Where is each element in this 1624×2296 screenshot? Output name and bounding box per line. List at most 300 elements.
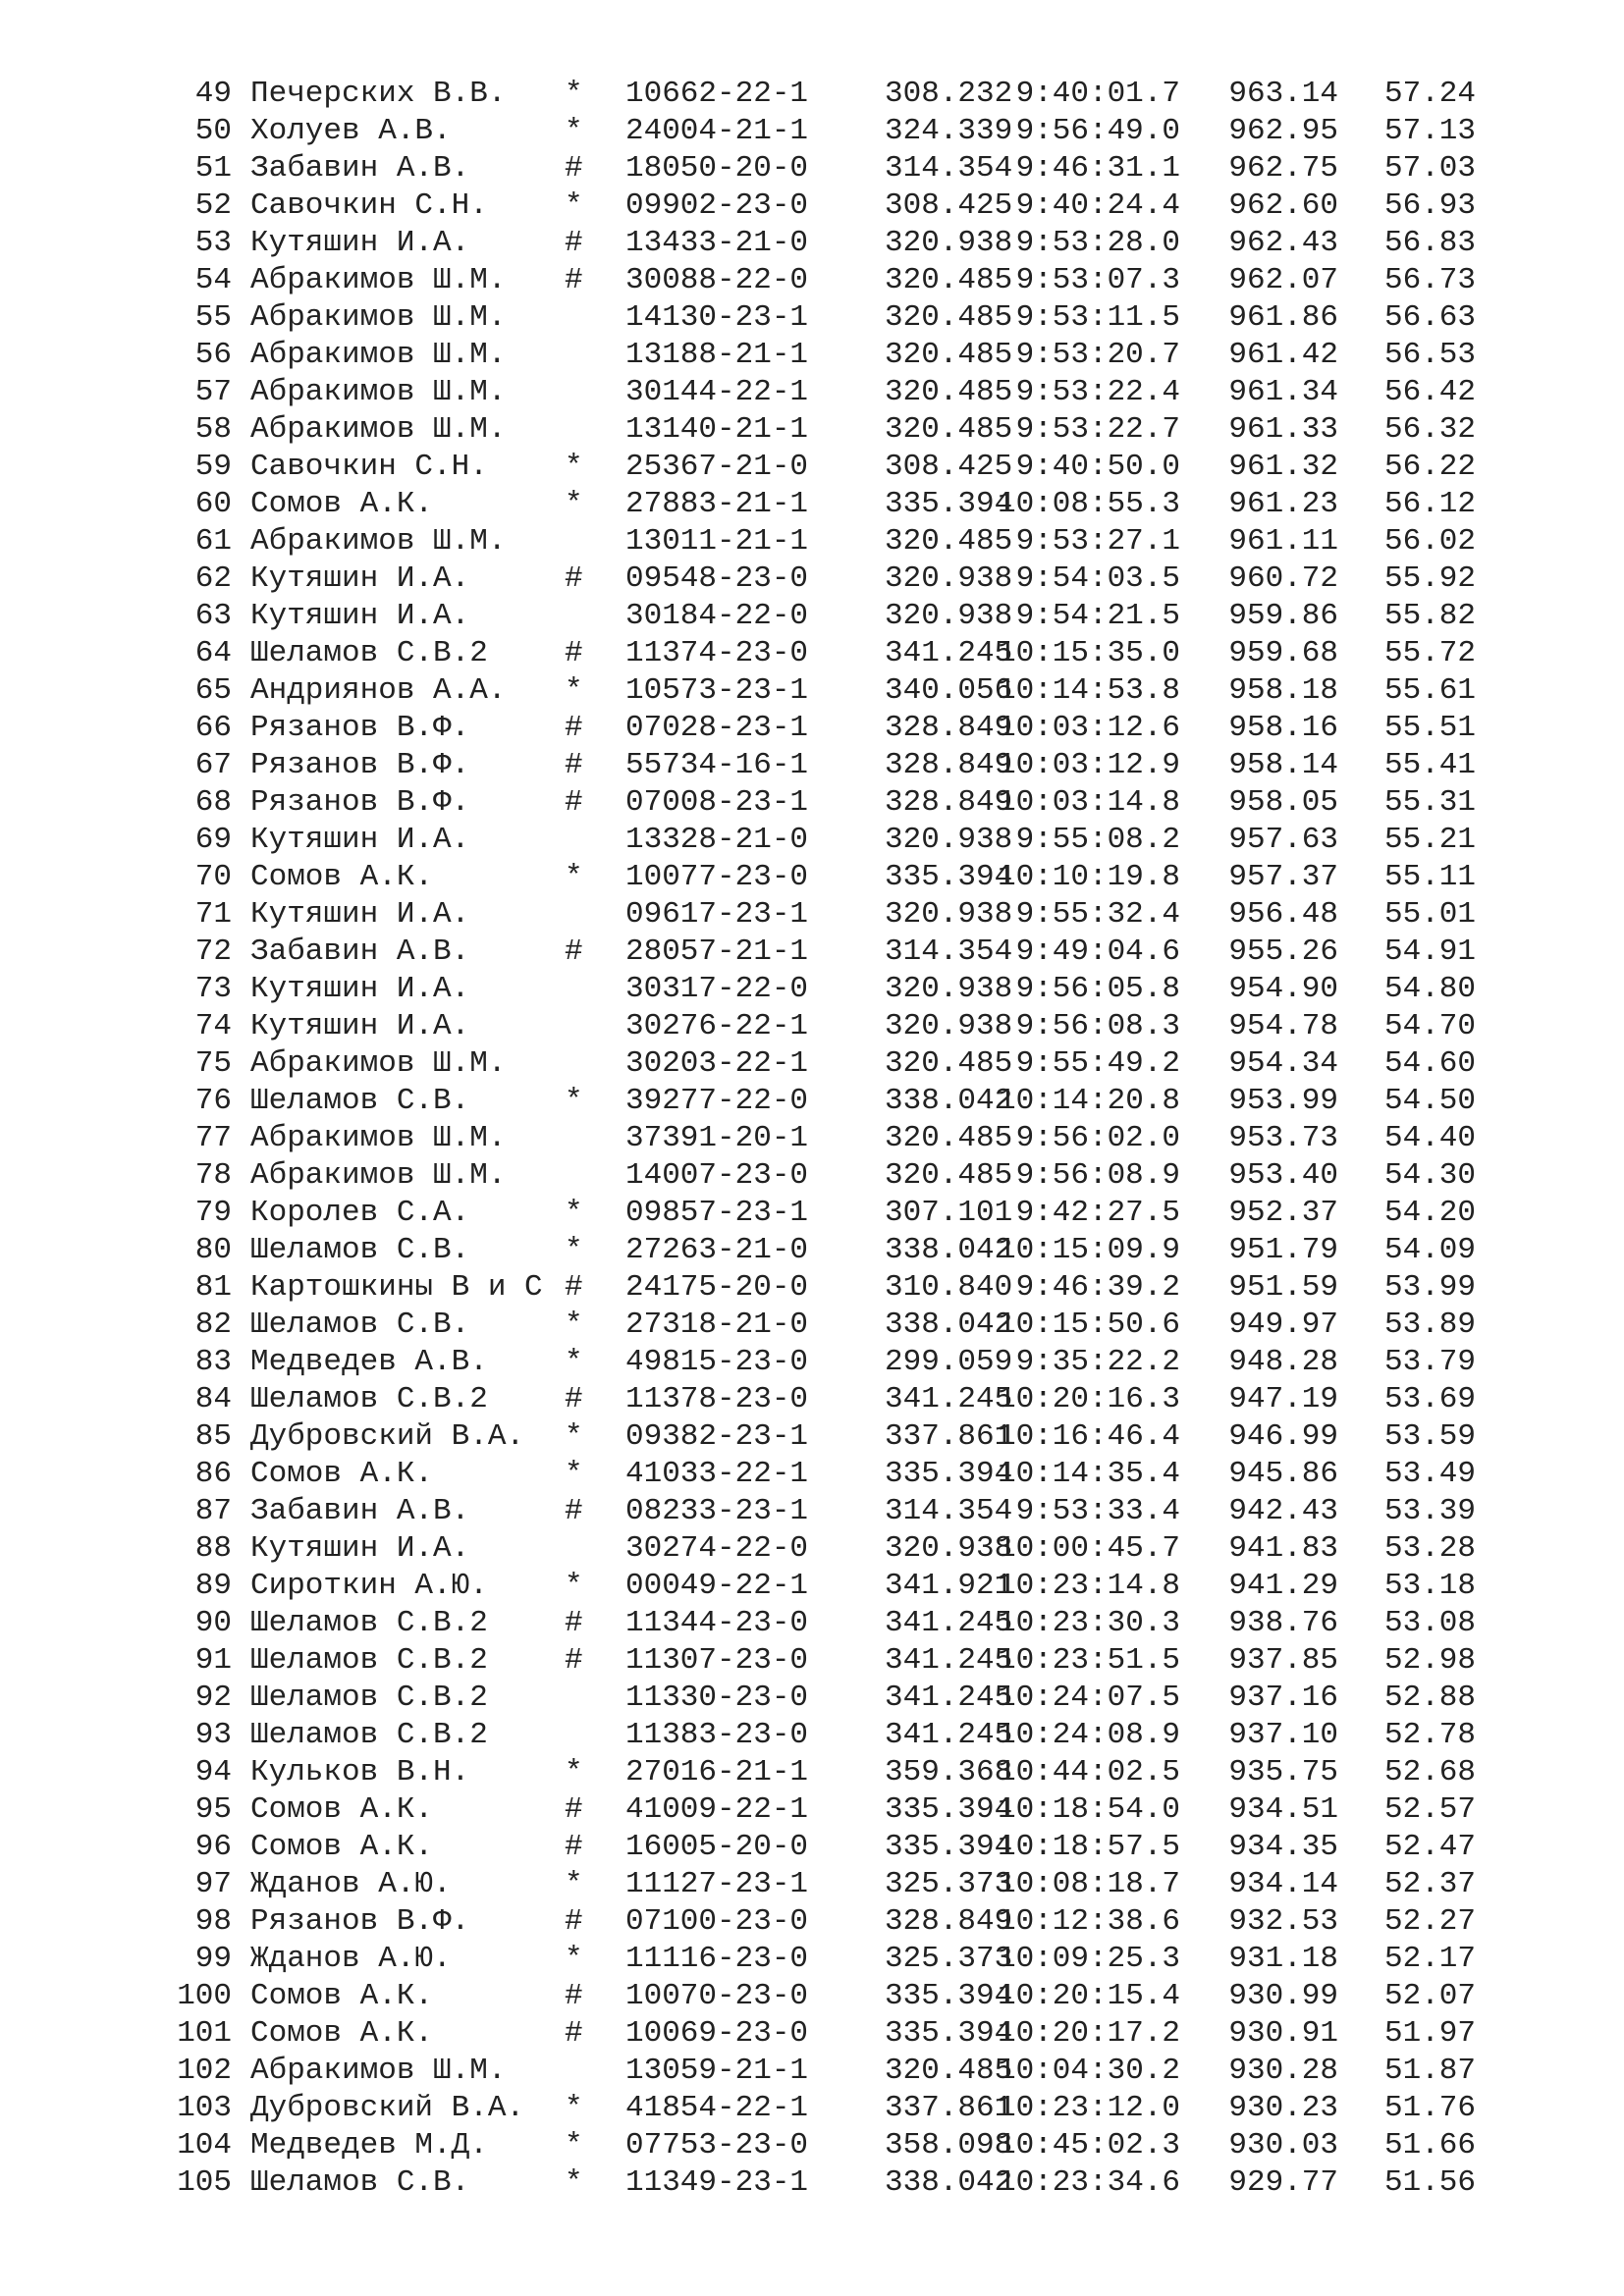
row-score: 53.99 xyxy=(1383,1270,1476,1305)
row-arrival-time: 10:08:18.7 xyxy=(997,1867,1180,1901)
row-ring-number: 30203-22-1 xyxy=(625,1046,809,1081)
row-name: Рязанов В.Ф. xyxy=(250,711,470,745)
row-ring-number: 30144-22-1 xyxy=(625,375,809,409)
row-speed: 956.48 xyxy=(1228,897,1338,932)
row-score: 52.37 xyxy=(1383,1867,1476,1901)
row-arrival-time: 9:54:03.5 xyxy=(1015,561,1180,596)
row-speed: 946.99 xyxy=(1228,1419,1338,1454)
row-ring-number: 24175-20-0 xyxy=(625,1270,809,1305)
result-row xyxy=(173,561,1476,598)
row-name: Шеламов С.В.2 xyxy=(250,1606,488,1640)
row-score: 54.20 xyxy=(1383,1196,1476,1230)
row-distance: 335.394 xyxy=(885,1792,1013,1827)
row-score: 53.69 xyxy=(1383,1382,1476,1416)
row-speed: 962.95 xyxy=(1228,114,1338,148)
row-ring-number: 07753-23-0 xyxy=(625,2128,809,2163)
row-arrival-time: 9:53:28.0 xyxy=(1015,226,1180,260)
row-place: 57 xyxy=(194,375,232,409)
row-place: 51 xyxy=(194,151,232,186)
row-name: Печерских В.В. xyxy=(250,77,507,111)
row-name: Кутяшин И.А. xyxy=(250,1009,470,1043)
row-score: 52.17 xyxy=(1383,1942,1476,1976)
result-row xyxy=(173,337,1476,374)
row-mark: * xyxy=(565,1942,583,1976)
row-arrival-time: 9:56:05.8 xyxy=(1015,972,1180,1006)
row-distance: 308.425 xyxy=(885,450,1013,484)
row-mark: * xyxy=(565,1867,583,1901)
row-distance: 307.101 xyxy=(885,1196,1013,1230)
row-ring-number: 30274-22-0 xyxy=(625,1531,809,1566)
row-score: 52.68 xyxy=(1383,1755,1476,1789)
row-place: 86 xyxy=(194,1457,232,1491)
row-distance: 314.354 xyxy=(885,1494,1013,1528)
row-speed: 949.97 xyxy=(1228,1308,1338,1342)
row-place: 54 xyxy=(194,263,232,297)
row-distance: 341.245 xyxy=(885,636,1013,670)
row-arrival-time: 10:23:12.0 xyxy=(997,2091,1180,2125)
row-score: 53.49 xyxy=(1383,1457,1476,1491)
row-name: Кутяшин И.А. xyxy=(250,823,470,857)
row-mark: * xyxy=(565,2091,583,2125)
row-name: Забавин А.В. xyxy=(250,934,470,969)
row-score: 52.47 xyxy=(1383,1830,1476,1864)
row-place: 93 xyxy=(194,1718,232,1752)
row-place: 102 xyxy=(177,2054,232,2088)
row-mark: * xyxy=(565,114,583,148)
row-score: 55.92 xyxy=(1383,561,1476,596)
row-arrival-time: 9:55:08.2 xyxy=(1015,823,1180,857)
row-mark: * xyxy=(565,487,583,521)
result-row xyxy=(173,1045,1476,1083)
row-name: Королев С.А. xyxy=(250,1196,470,1230)
row-distance: 358.098 xyxy=(885,2128,1013,2163)
row-score: 55.31 xyxy=(1383,785,1476,820)
row-place: 58 xyxy=(194,412,232,447)
row-place: 94 xyxy=(194,1755,232,1789)
row-ring-number: 11374-23-0 xyxy=(625,636,809,670)
row-ring-number: 07028-23-1 xyxy=(625,711,809,745)
row-ring-number: 30317-22-0 xyxy=(625,972,809,1006)
result-row xyxy=(173,1530,1476,1568)
row-place: 63 xyxy=(194,599,232,633)
row-distance: 337.861 xyxy=(885,2091,1013,2125)
result-row xyxy=(173,1344,1476,1381)
row-score: 54.09 xyxy=(1383,1233,1476,1267)
row-mark: # xyxy=(565,1270,583,1305)
row-score: 52.88 xyxy=(1383,1681,1476,1715)
row-name: Дубровский В.А. xyxy=(250,1419,525,1454)
result-row xyxy=(173,598,1476,635)
row-mark: # xyxy=(565,561,583,596)
row-speed: 959.86 xyxy=(1228,599,1338,633)
row-name: Шеламов С.В.2 xyxy=(250,1382,488,1416)
row-mark: * xyxy=(565,77,583,111)
row-score: 52.78 xyxy=(1383,1718,1476,1752)
row-ring-number: 13059-21-1 xyxy=(625,2054,809,2088)
row-score: 51.66 xyxy=(1383,2128,1476,2163)
row-arrival-time: 10:15:09.9 xyxy=(997,1233,1180,1267)
row-score: 51.87 xyxy=(1383,2054,1476,2088)
row-mark: # xyxy=(565,636,583,670)
result-row xyxy=(173,1866,1476,1903)
row-mark: * xyxy=(565,1308,583,1342)
row-arrival-time: 10:18:57.5 xyxy=(997,1830,1180,1864)
row-speed: 962.60 xyxy=(1228,188,1338,223)
row-place: 62 xyxy=(194,561,232,596)
row-score: 54.30 xyxy=(1383,1158,1476,1193)
row-ring-number: 11307-23-0 xyxy=(625,1643,809,1678)
result-row xyxy=(173,187,1476,225)
row-ring-number: 18050-20-0 xyxy=(625,151,809,186)
row-score: 56.02 xyxy=(1383,524,1476,559)
result-row xyxy=(173,635,1476,672)
row-score: 56.22 xyxy=(1383,450,1476,484)
row-mark: # xyxy=(565,748,583,782)
row-distance: 359.368 xyxy=(885,1755,1013,1789)
row-distance: 340.056 xyxy=(885,673,1013,708)
row-arrival-time: 9:56:02.0 xyxy=(1015,1121,1180,1155)
row-ring-number: 07008-23-1 xyxy=(625,785,809,820)
result-row xyxy=(173,896,1476,934)
row-ring-number: 09857-23-1 xyxy=(625,1196,809,1230)
row-mark: # xyxy=(565,151,583,186)
row-distance: 338.042 xyxy=(885,1084,1013,1118)
row-name: Шеламов С.В.2 xyxy=(250,1718,488,1752)
row-mark: # xyxy=(565,263,583,297)
row-place: 68 xyxy=(194,785,232,820)
row-distance: 324.339 xyxy=(885,114,1013,148)
row-distance: 335.394 xyxy=(885,1830,1013,1864)
row-distance: 328.849 xyxy=(885,711,1013,745)
row-speed: 954.34 xyxy=(1228,1046,1338,1081)
row-speed: 953.99 xyxy=(1228,1084,1338,1118)
row-arrival-time: 9:53:07.3 xyxy=(1015,263,1180,297)
row-speed: 941.83 xyxy=(1228,1531,1338,1566)
row-arrival-time: 10:03:12.6 xyxy=(997,711,1180,745)
row-place: 96 xyxy=(194,1830,232,1864)
row-speed: 958.05 xyxy=(1228,785,1338,820)
row-ring-number: 39277-22-0 xyxy=(625,1084,809,1118)
row-ring-number: 00049-22-1 xyxy=(625,1569,809,1603)
row-name: Сомов А.К. xyxy=(250,1792,434,1827)
row-speed: 962.43 xyxy=(1228,226,1338,260)
result-row xyxy=(173,1008,1476,1045)
row-score: 57.24 xyxy=(1383,77,1476,111)
row-place: 66 xyxy=(194,711,232,745)
row-distance: 308.232 xyxy=(885,77,1013,111)
row-arrival-time: 10:24:08.9 xyxy=(997,1718,1180,1752)
row-arrival-time: 10:23:30.3 xyxy=(997,1606,1180,1640)
row-score: 54.80 xyxy=(1383,972,1476,1006)
row-arrival-time: 10:18:54.0 xyxy=(997,1792,1180,1827)
row-speed: 930.03 xyxy=(1228,2128,1338,2163)
row-distance: 320.938 xyxy=(885,1531,1013,1566)
row-distance: 328.849 xyxy=(885,1904,1013,1939)
row-speed: 961.32 xyxy=(1228,450,1338,484)
row-place: 64 xyxy=(194,636,232,670)
row-name: Медведев М.Д. xyxy=(250,2128,488,2163)
row-speed: 954.78 xyxy=(1228,1009,1338,1043)
row-score: 56.32 xyxy=(1383,412,1476,447)
row-place: 87 xyxy=(194,1494,232,1528)
row-arrival-time: 9:56:08.3 xyxy=(1015,1009,1180,1043)
row-distance: 341.245 xyxy=(885,1382,1013,1416)
row-distance: 320.485 xyxy=(885,1046,1013,1081)
row-name: Шеламов С.В.2 xyxy=(250,1681,488,1715)
row-arrival-time: 9:53:11.5 xyxy=(1015,300,1180,335)
result-row xyxy=(173,150,1476,187)
row-ring-number: 27883-21-1 xyxy=(625,487,809,521)
row-place: 50 xyxy=(194,114,232,148)
row-name: Абракимов Ш.М. xyxy=(250,1121,507,1155)
row-speed: 962.75 xyxy=(1228,151,1338,186)
row-name: Савочкин С.Н. xyxy=(250,450,488,484)
row-name: Сомов А.К. xyxy=(250,1457,434,1491)
row-speed: 931.18 xyxy=(1228,1942,1338,1976)
row-distance: 335.394 xyxy=(885,1457,1013,1491)
result-row xyxy=(173,1605,1476,1642)
row-ring-number: 10069-23-0 xyxy=(625,2016,809,2051)
row-mark: * xyxy=(565,1233,583,1267)
row-score: 54.60 xyxy=(1383,1046,1476,1081)
row-score: 55.72 xyxy=(1383,636,1476,670)
result-row xyxy=(173,1754,1476,1791)
row-place: 59 xyxy=(194,450,232,484)
row-place: 92 xyxy=(194,1681,232,1715)
row-ring-number: 11349-23-1 xyxy=(625,2165,809,2200)
row-arrival-time: 9:55:32.4 xyxy=(1015,897,1180,932)
row-name: Забавин А.В. xyxy=(250,151,470,186)
row-arrival-time: 10:14:35.4 xyxy=(997,1457,1180,1491)
row-ring-number: 09617-23-1 xyxy=(625,897,809,932)
row-speed: 937.16 xyxy=(1228,1681,1338,1715)
row-speed: 955.26 xyxy=(1228,934,1338,969)
row-speed: 953.40 xyxy=(1228,1158,1338,1193)
row-score: 54.50 xyxy=(1383,1084,1476,1118)
row-mark: * xyxy=(565,1196,583,1230)
row-ring-number: 11344-23-0 xyxy=(625,1606,809,1640)
row-speed: 960.72 xyxy=(1228,561,1338,596)
result-row xyxy=(173,1829,1476,1866)
row-score: 55.01 xyxy=(1383,897,1476,932)
row-distance: 320.485 xyxy=(885,1121,1013,1155)
row-distance: 341.921 xyxy=(885,1569,1013,1603)
row-arrival-time: 9:53:22.7 xyxy=(1015,412,1180,447)
row-speed: 954.90 xyxy=(1228,972,1338,1006)
result-row xyxy=(173,1791,1476,1829)
row-arrival-time: 10:15:35.0 xyxy=(997,636,1180,670)
result-row xyxy=(173,1307,1476,1344)
row-ring-number: 11116-23-0 xyxy=(625,1942,809,1976)
row-distance: 320.938 xyxy=(885,1009,1013,1043)
row-speed: 935.75 xyxy=(1228,1755,1338,1789)
row-score: 56.12 xyxy=(1383,487,1476,521)
row-name: Холуев А.В. xyxy=(250,114,452,148)
row-distance: 314.354 xyxy=(885,934,1013,969)
row-name: Забавин А.В. xyxy=(250,1494,470,1528)
row-name: Жданов А.Ю. xyxy=(250,1942,452,1976)
row-name: Кутяшин И.А. xyxy=(250,897,470,932)
row-arrival-time: 9:53:27.1 xyxy=(1015,524,1180,559)
row-arrival-time: 10:20:16.3 xyxy=(997,1382,1180,1416)
row-score: 54.70 xyxy=(1383,1009,1476,1043)
row-score: 57.03 xyxy=(1383,151,1476,186)
row-score: 56.42 xyxy=(1383,375,1476,409)
row-distance: 341.245 xyxy=(885,1718,1013,1752)
row-ring-number: 24004-21-1 xyxy=(625,114,809,148)
result-row xyxy=(173,784,1476,822)
row-score: 54.91 xyxy=(1383,934,1476,969)
row-arrival-time: 10:45:02.3 xyxy=(997,2128,1180,2163)
row-distance: 320.938 xyxy=(885,897,1013,932)
row-arrival-time: 9:40:50.0 xyxy=(1015,450,1180,484)
result-row xyxy=(173,1493,1476,1530)
row-score: 55.82 xyxy=(1383,599,1476,633)
row-arrival-time: 10:10:19.8 xyxy=(997,860,1180,894)
row-name: Жданов А.Ю. xyxy=(250,1867,452,1901)
row-ring-number: 55734-16-1 xyxy=(625,748,809,782)
row-ring-number: 30088-22-0 xyxy=(625,263,809,297)
row-score: 52.07 xyxy=(1383,1979,1476,2013)
row-place: 89 xyxy=(194,1569,232,1603)
row-place: 49 xyxy=(194,77,232,111)
row-distance: 310.840 xyxy=(885,1270,1013,1305)
row-place: 97 xyxy=(194,1867,232,1901)
row-arrival-time: 10:23:14.8 xyxy=(997,1569,1180,1603)
row-distance: 320.938 xyxy=(885,226,1013,260)
row-distance: 320.485 xyxy=(885,300,1013,335)
row-ring-number: 10070-23-0 xyxy=(625,1979,809,2013)
row-speed: 929.77 xyxy=(1228,2165,1338,2200)
row-place: 99 xyxy=(194,1942,232,1976)
row-distance: 320.485 xyxy=(885,2054,1013,2088)
row-name: Рязанов В.Ф. xyxy=(250,785,470,820)
row-speed: 938.76 xyxy=(1228,1606,1338,1640)
row-distance: 338.042 xyxy=(885,2165,1013,2200)
row-mark: # xyxy=(565,1606,583,1640)
row-mark: * xyxy=(565,2128,583,2163)
row-speed: 959.68 xyxy=(1228,636,1338,670)
row-name: Кутяшин И.А. xyxy=(250,561,470,596)
row-distance: 320.485 xyxy=(885,338,1013,372)
row-speed: 932.53 xyxy=(1228,1904,1338,1939)
row-place: 70 xyxy=(194,860,232,894)
row-speed: 962.07 xyxy=(1228,263,1338,297)
row-name: Сомов А.К. xyxy=(250,860,434,894)
row-place: 91 xyxy=(194,1643,232,1678)
row-ring-number: 27016-21-1 xyxy=(625,1755,809,1789)
row-name: Рязанов В.Ф. xyxy=(250,1904,470,1939)
row-distance: 320.485 xyxy=(885,524,1013,559)
row-mark: # xyxy=(565,2016,583,2051)
row-name: Андриянов А.А. xyxy=(250,673,507,708)
result-row xyxy=(173,1680,1476,1717)
row-place: 84 xyxy=(194,1382,232,1416)
row-score: 51.97 xyxy=(1383,2016,1476,2051)
row-score: 53.18 xyxy=(1383,1569,1476,1603)
row-speed: 930.91 xyxy=(1228,2016,1338,2051)
row-place: 52 xyxy=(194,188,232,223)
row-arrival-time: 9:46:39.2 xyxy=(1015,1270,1180,1305)
row-distance: 335.394 xyxy=(885,1979,1013,2013)
row-place: 77 xyxy=(194,1121,232,1155)
row-mark: * xyxy=(565,860,583,894)
row-ring-number: 14130-23-1 xyxy=(625,300,809,335)
row-place: 100 xyxy=(177,1979,232,2013)
row-score: 52.98 xyxy=(1383,1643,1476,1678)
row-ring-number: 09548-23-0 xyxy=(625,561,809,596)
row-place: 55 xyxy=(194,300,232,335)
row-ring-number: 41033-22-1 xyxy=(625,1457,809,1491)
row-mark: # xyxy=(565,785,583,820)
row-distance: 337.861 xyxy=(885,1419,1013,1454)
result-row xyxy=(173,523,1476,561)
row-speed: 934.51 xyxy=(1228,1792,1338,1827)
row-name: Шеламов С.В. xyxy=(250,1084,470,1118)
row-speed: 958.16 xyxy=(1228,711,1338,745)
row-mark: * xyxy=(565,450,583,484)
row-score: 53.28 xyxy=(1383,1531,1476,1566)
row-place: 69 xyxy=(194,823,232,857)
row-place: 60 xyxy=(194,487,232,521)
row-distance: 308.425 xyxy=(885,188,1013,223)
row-place: 90 xyxy=(194,1606,232,1640)
result-row xyxy=(173,2015,1476,2053)
row-arrival-time: 9:53:33.4 xyxy=(1015,1494,1180,1528)
result-row xyxy=(173,1642,1476,1680)
row-distance: 338.042 xyxy=(885,1233,1013,1267)
row-speed: 951.79 xyxy=(1228,1233,1338,1267)
result-row xyxy=(173,710,1476,747)
row-name: Кутяшин И.А. xyxy=(250,226,470,260)
row-name: Абракимов Ш.М. xyxy=(250,1046,507,1081)
row-arrival-time: 9:54:21.5 xyxy=(1015,599,1180,633)
row-score: 56.73 xyxy=(1383,263,1476,297)
row-speed: 951.59 xyxy=(1228,1270,1338,1305)
row-score: 56.83 xyxy=(1383,226,1476,260)
row-ring-number: 27263-21-0 xyxy=(625,1233,809,1267)
result-row xyxy=(173,1083,1476,1120)
result-row xyxy=(173,1269,1476,1307)
row-ring-number: 14007-23-0 xyxy=(625,1158,809,1193)
result-row xyxy=(173,486,1476,523)
row-name: Медведев А.В. xyxy=(250,1345,488,1379)
row-arrival-time: 9:53:20.7 xyxy=(1015,338,1180,372)
result-row xyxy=(173,1568,1476,1605)
row-ring-number: 13188-21-1 xyxy=(625,338,809,372)
row-score: 55.61 xyxy=(1383,673,1476,708)
result-row xyxy=(173,1717,1476,1754)
row-score: 53.79 xyxy=(1383,1345,1476,1379)
row-arrival-time: 10:16:46.4 xyxy=(997,1419,1180,1454)
row-speed: 942.43 xyxy=(1228,1494,1338,1528)
result-row xyxy=(173,449,1476,486)
row-mark: # xyxy=(565,711,583,745)
row-place: 75 xyxy=(194,1046,232,1081)
row-speed: 963.14 xyxy=(1228,77,1338,111)
row-arrival-time: 10:14:53.8 xyxy=(997,673,1180,708)
row-distance: 335.394 xyxy=(885,860,1013,894)
row-ring-number: 16005-20-0 xyxy=(625,1830,809,1864)
row-mark: # xyxy=(565,226,583,260)
result-row xyxy=(173,1941,1476,1978)
row-ring-number: 09382-23-1 xyxy=(625,1419,809,1454)
row-speed: 934.14 xyxy=(1228,1867,1338,1901)
row-place: 95 xyxy=(194,1792,232,1827)
row-arrival-time: 9:53:22.4 xyxy=(1015,375,1180,409)
row-distance: 335.394 xyxy=(885,2016,1013,2051)
row-arrival-time: 10:03:14.8 xyxy=(997,785,1180,820)
